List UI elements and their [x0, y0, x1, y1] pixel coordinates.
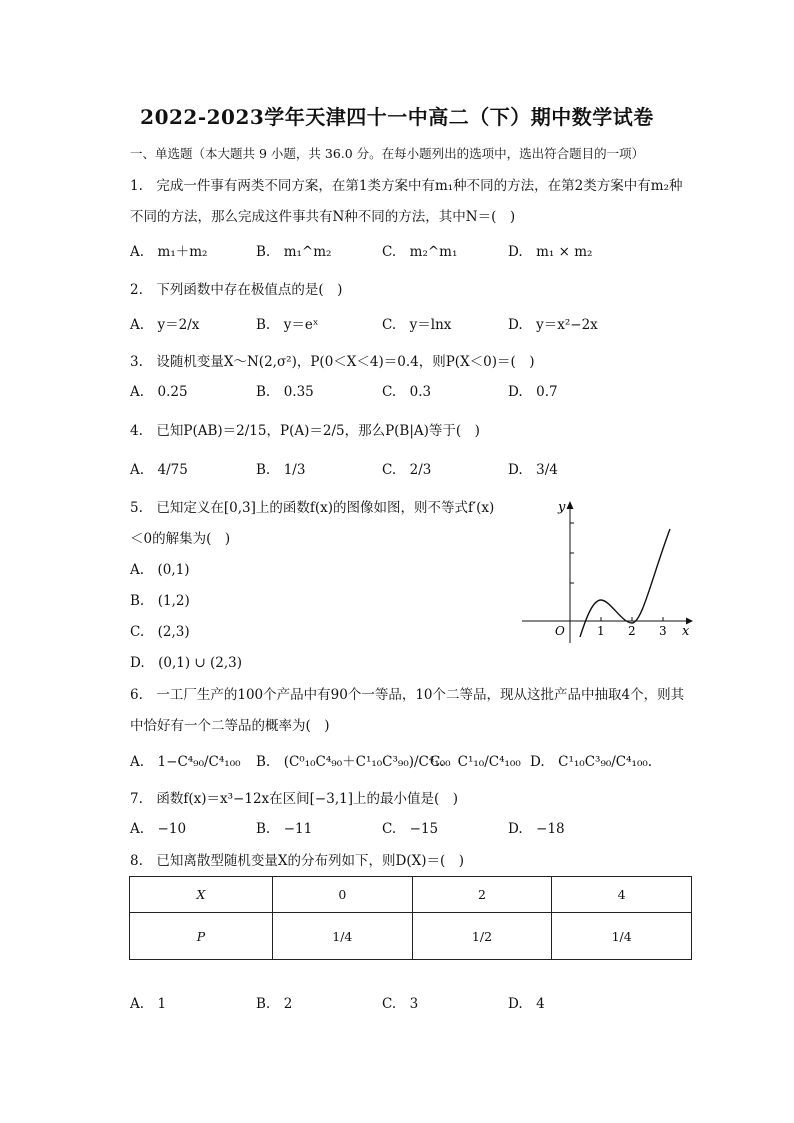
q5-option-c[interactable]: C. (2,3) — [130, 624, 190, 640]
table-row — [130, 877, 692, 913]
graph-y-label: y — [558, 500, 566, 515]
table-cell: 1/2 — [412, 913, 552, 960]
section-heading: 一、单选题（本大题共 9 小题，共 36.0 分。在每小题列出的选项中，选出符合题目的一项） — [130, 146, 645, 161]
q7-option-a[interactable]: A. −10 — [130, 821, 187, 837]
q2-option-b[interactable]: B. y＝eˣ — [256, 317, 319, 333]
q6-options — [130, 750, 653, 778]
q3-option-b[interactable]: B. 0.35 — [256, 384, 314, 400]
q6-stem-line2: 中恰好有一个二等品的概率为( ) — [130, 718, 330, 734]
q1-option-d[interactable]: D. m₁ × m₂ — [508, 244, 593, 260]
q5-option-a[interactable]: A. (0,1) — [130, 562, 190, 578]
q5-option-d[interactable]: D. (0,1) ∪ (2,3) — [130, 655, 243, 671]
graph-y-arrow — [567, 501, 574, 509]
q1-options — [130, 240, 650, 266]
q8-stem: 8. 已知离散型随机变量X的分布列如下，则D(X)＝( ) — [130, 853, 464, 869]
q8-option-a[interactable]: A. 1 — [130, 996, 167, 1012]
q7-option-c[interactable]: C. −15 — [382, 821, 439, 837]
q1-option-c[interactable]: C. m₂^m₁ — [382, 244, 458, 260]
table-cell: 4 — [552, 877, 692, 913]
q3-option-a[interactable]: A. 0.25 — [130, 384, 188, 400]
graph-tick-label-3: 3 — [659, 624, 667, 638]
q4-option-b[interactable]: B. 1/3 — [256, 462, 306, 478]
q4-options — [130, 458, 650, 484]
graph-tick-label-2: 2 — [628, 624, 636, 638]
table-cell: P — [130, 913, 273, 960]
q4-option-d[interactable]: D. 3/4 — [508, 462, 558, 478]
q8-distribution-table — [129, 876, 692, 960]
q2-stem: 2. 下列函数中存在极值点的是( ) — [130, 282, 343, 298]
q6-option-d[interactable]: D. C¹₁₀C³₉₀/C⁴₁₀₀. — [530, 754, 653, 770]
graph-tick-label-1: 1 — [597, 624, 605, 638]
table-cell: 1/4 — [552, 913, 692, 960]
q2-option-a[interactable]: A. y＝2/x — [130, 317, 200, 333]
table-cell: 1/4 — [273, 913, 413, 960]
q3-option-d[interactable]: D. 0.7 — [508, 384, 558, 400]
q1-stem-line2: 不同的方法，那么完成这件事共有N种不同的方法，其中N＝( ) — [130, 209, 516, 225]
q7-option-b[interactable]: B. −11 — [256, 821, 313, 837]
table-row — [130, 913, 692, 960]
q8-option-d[interactable]: D. 4 — [508, 996, 545, 1012]
q3-stem: 3. 设随机变量X～N(2,σ²)，P(0＜X＜4)＝0.4，则P(X＜0)＝( ) — [130, 354, 535, 370]
table-cell: 2 — [412, 877, 552, 913]
q6-stem-line1: 6. 一工厂生产的100个产品中有90个一等品，10个二等品，现从这批产品中抽取4个，则其 — [130, 687, 685, 703]
q5-function-graph — [518, 497, 698, 647]
q4-stem: 4. 已知P(AB)＝2/15，P(A)＝2/5，那么P(B|A)等于( ) — [130, 423, 480, 439]
graph-origin-label: O — [555, 624, 565, 638]
q2-options — [130, 313, 650, 339]
q5-stem-line1: 5. 已知定义在[0,3]上的函数f(x)的图像如图，则不等式f′(x) — [130, 500, 495, 516]
page-title: 2022-2023学年天津四十一中高二（下）期中数学试卷 — [140, 105, 654, 129]
q7-stem: 7. 函数f(x)＝x³−12x在区间[−3,1]上的最小值是( ) — [130, 791, 459, 807]
q4-option-c[interactable]: C. 2/3 — [382, 462, 432, 478]
q1-stem-line1: 1. 完成一件事有两类不同方案，在第1类方案中有m₁种不同的方法，在第2类方案中有m₂种 — [130, 178, 683, 194]
q4-option-a[interactable]: A. 4/75 — [130, 462, 188, 478]
q2-option-c[interactable]: C. y＝lnx — [382, 317, 452, 333]
q8-options — [130, 992, 650, 1018]
q5-option-b[interactable]: B. (1,2) — [130, 593, 190, 609]
q3-options — [130, 380, 650, 406]
q8-option-b[interactable]: B. 2 — [256, 996, 293, 1012]
q7-options — [130, 817, 650, 843]
q5-stem-line2: ＜0的解集为( ) — [130, 531, 231, 547]
q6-option-c[interactable]: C. C¹₁₀/C⁴₁₀₀ — [430, 754, 521, 770]
q8-option-c[interactable]: C. 3 — [382, 996, 419, 1012]
table-cell: X — [130, 877, 273, 913]
q6-option-a[interactable]: A. 1−C⁴₉₀/C⁴₁₀₀ — [130, 754, 241, 770]
q1-option-a[interactable]: A. m₁＋m₂ — [130, 244, 208, 260]
q3-option-c[interactable]: C. 0.3 — [382, 384, 432, 400]
q2-option-d[interactable]: D. y＝x²−2x — [508, 317, 598, 333]
q1-option-b[interactable]: B. m₁^m₂ — [256, 244, 332, 260]
graph-x-label: x — [682, 624, 690, 639]
q6-option-b[interactable]: B. (C⁰₁₀C⁴₉₀＋C¹₁₀C³₉₀)/C⁴₁₀₀ — [256, 754, 451, 770]
table-cell: 0 — [273, 877, 413, 913]
q7-option-d[interactable]: D. −18 — [508, 821, 565, 837]
